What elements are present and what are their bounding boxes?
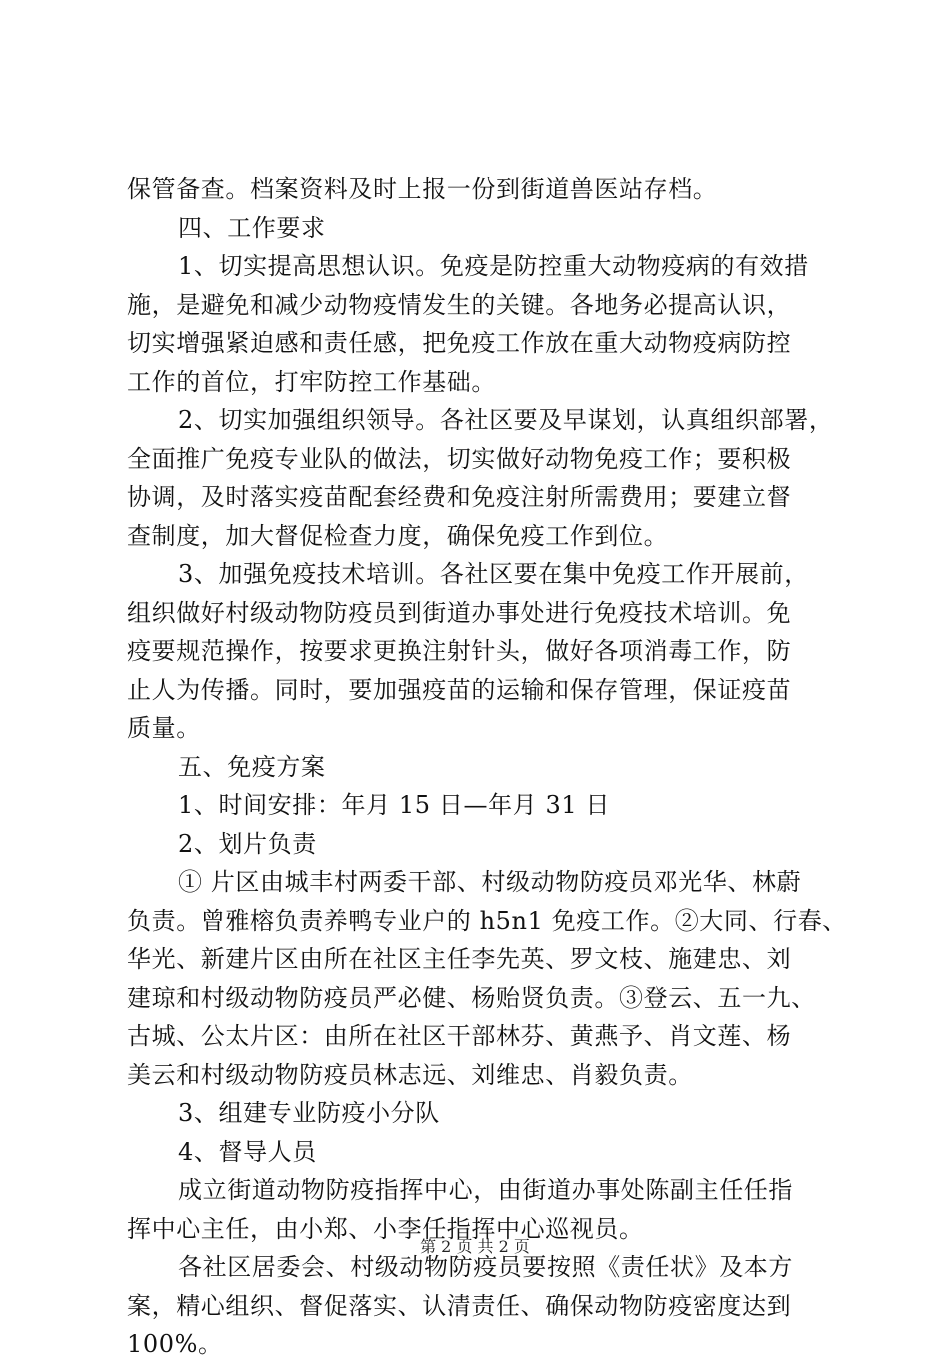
text-line: 组织做好村级动物防疫员到街道办事处进行免疫技术培训。免 [127, 598, 792, 627]
page-number-label: 第 2 页 共 2 页 [420, 1237, 530, 1256]
text-line: 古城、公太片区：由所在社区干部林芬、黄燕予、肖文莲、杨 [127, 1022, 792, 1050]
text-line: 查制度，加大督促检查力度，确保免疫工作到位。 [127, 521, 669, 550]
text-line: 成立街道动物防疫指挥中心，由街道办事处陈副主任任指 [178, 1176, 793, 1204]
text-line: 质量。 [127, 714, 201, 742]
text-line: 负责。曾雅榕负责养鸭专业户的 h5n1 免疫工作。②大同、行春、 [127, 906, 847, 935]
text-line: 全面推广免疫专业队的做法，切实做好动物免疫工作；要积极 [127, 444, 792, 473]
section-heading-immunization-plan: 五、免疫方案 [178, 752, 326, 781]
text-line: 工作的首位，打牢防控工作基础。 [127, 367, 496, 396]
text-line: 止人为传播。同时，要加强疫苗的运输和保存管理，保证疫苗 [127, 675, 792, 704]
document-body [127, 170, 847, 1364]
text-line: 美云和村级动物防疫员林志远、刘维忠、肖毅负责。 [127, 1060, 693, 1089]
text-line: 各社区居委会、村级动物防疫员要按照《责任状》及本方 [178, 1253, 793, 1281]
section-heading-work-requirements: 四、工作要求 [178, 213, 326, 242]
text-line: 100%。 [127, 1330, 223, 1358]
text-line: 3、组建专业防疫小分队 [178, 1099, 440, 1127]
page-footer [0, 1234, 950, 1257]
text-line: 1、时间安排：年月 15 日—年月 31 日 [178, 791, 611, 819]
text-line: 案，精心组织、督促落实、认清责任、确保动物防疫密度达到 [127, 1291, 792, 1320]
text-line: 协调，及时落实疫苗配套经费和免疫注射所需费用；要建立督 [127, 483, 792, 511]
text-line: 保管备查。档案资料及时上报一份到街道兽医站存档。 [127, 175, 718, 203]
text-line: ① 片区由城丰村两委干部、村级动物防疫员邓光华、林蔚 [178, 868, 802, 896]
text-line: 华光、新建片区由所在社区主任李先英、罗文枝、施建忠、刘 [127, 945, 792, 973]
text-line: 3、加强免疫技术培训。各社区要在集中免疫工作开展前， [178, 560, 809, 588]
text-line: 切实增强紧迫感和责任感，把免疫工作放在重大动物疫病防控 [127, 329, 792, 357]
text-line: 疫要规范操作，按要求更换注射针头，做好各项消毒工作，防 [127, 637, 792, 665]
text-line: 2、划片负责 [178, 829, 317, 858]
text-line: 2、切实加强组织领导。各社区要及早谋划，认真组织部署， [178, 406, 834, 434]
text-line: 施，是避免和减少动物疫情发生的关键。各地务必提高认识， [127, 290, 792, 319]
text-line: 挥中心主任，由小郑、小李任指挥中心巡视员。 [127, 1214, 644, 1243]
text-line: 4、督导人员 [178, 1137, 317, 1166]
text-line: 建琼和村级动物防疫员严必健、杨贻贤负责。③登云、五一九、 [127, 983, 816, 1012]
text-line: 1、切实提高思想认识。免疫是防控重大动物疫病的有效措 [178, 252, 809, 280]
